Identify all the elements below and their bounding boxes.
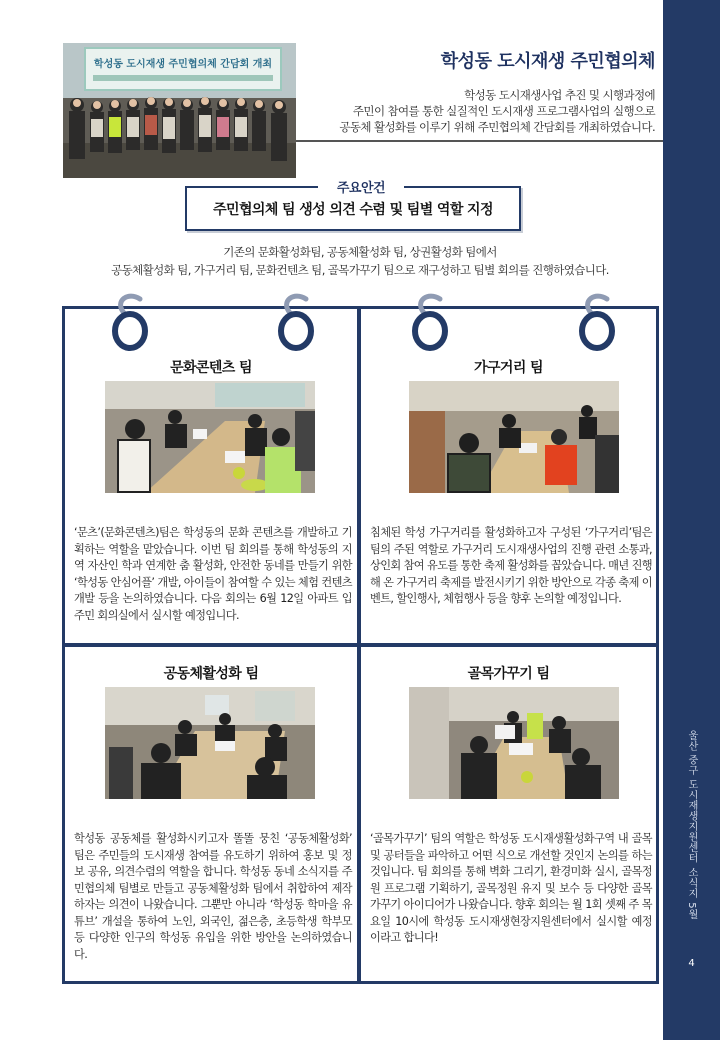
team-title: 가구거리 팀 [474, 360, 543, 376]
page-title: 학성동 도시재생 주민협의체 [440, 51, 655, 72]
binder-ring-icon [276, 293, 318, 353]
team-panel-alley [358, 644, 659, 984]
team-photo [105, 687, 315, 799]
page-number: 4 [688, 958, 695, 969]
team-description: 학성동 공동체를 활성화시키고자 똘똘 뭉친 ‘공동체활성화’ 팀은 주민들의 도시재생 참여를 유도하기 위하여 홍보 및 정보 공유, 의견수렴의 역할을 합니다. 학성동 동네 소식지를 주민협의체 팀별로 만들고 공동체활성화 팀에서 취합하여 제작하자는 의견이 나왔습니다. 그뿐만 아니라 ‘학성동 학마을 유튜브’ 개설을 통하여 노인, 외국인, 젊은층, 초등학생 학부모 등 다양한 인구의 학성동 유입을 위한 방안을 논의하였습니다. [74, 832, 352, 961]
team-title: 문화콘텐츠 팀 [170, 360, 252, 376]
meeting-photo-illustration [105, 381, 315, 493]
intro-paragraph: 학성동 도시재생사업 추진 및 시행과정에 주민이 참여를 통한 실질적인 도시재생 프로그램사업의 실행으로 공동체 활성화를 이루기 위해 주민협의체 간담회를 개최하였습니다. [339, 88, 655, 134]
agenda-title: 주민협의체 팀 생성 의견 수렴 및 팀별 역할 지정 [213, 201, 493, 218]
meeting-photo-illustration [105, 687, 315, 799]
team-title: 골목가꾸기 팀 [467, 666, 550, 682]
team-panel-furniture-street [358, 306, 659, 646]
group-photo-illustration [63, 43, 296, 178]
banner-text: 학성동 도시재생 주민협의체 간담회 개최 [93, 59, 273, 70]
team-description: 침체된 학성 가구거리를 활성화하고자 구성된 ‘가구거리’팀은 팀의 주된 역할로 가구거리 도시재생사업의 진행 관련 소통과, 상인회 참여 유도를 통한 축제 활성화를 꼽았습니다. 매년 진행해 온 가구거리 축제를 발전시키기 위한 방안으로 각종 축제 이벤트, 할인행사, 체험행사 등을 향후 논의할 예정입니다. [370, 526, 652, 605]
team-title: 공동체활성화 팀 [163, 666, 259, 682]
team-description: ‘골목가꾸기’ 팀의 역할은 학성동 도시재생활성화구역 내 골목 및 공터들을 파악하고 어떤 식으로 개선할 것인지 논의를 하는 것입니다. 팀 회의를 통해 벽화 그리기, 환경미화 실시, 골목정원 프로그램 기획하기, 골목정원 유지 및 보수 등 다양한 골목 가꾸기 아이디어가 나왔습니다. 향후 회의는 월 1회 셋째 주 목요일 10시에 학성동 도시재생현장지원센터에서 실시할 예정이라고 합니다! [370, 832, 652, 944]
binder-ring-icon [577, 293, 619, 353]
binder-ring-icon [110, 293, 152, 353]
team-panel-community [62, 644, 360, 984]
team-photo [105, 381, 315, 493]
group-photo [63, 43, 296, 178]
header-divider [296, 140, 663, 142]
agenda-label: 주요안건 [318, 177, 404, 195]
meeting-photo-illustration [409, 381, 619, 493]
publication-label-wrap [663, 720, 720, 930]
team-photo [409, 687, 619, 799]
meeting-photo-illustration [409, 687, 619, 799]
publication-label: 울산 중구 도시재생지원센터 소식지 5월 [686, 730, 697, 920]
team-panel-culture [62, 306, 360, 646]
team-description: ‘문츠’(문화콘텐츠)팀은 학성동의 문화 콘텐츠를 개발하고 기획하는 역할을 맡았습니다. 이번 팀 회의를 통해 학성동의 지역 자산인 학과 연계한 춤 활성화, 안전한 동네를 만들기 위한 ‘학성동 안심어플’ 개발, 아이들이 참여할 수 있는 체험 컨텐츠 개발 등을 논의하였습니다. 다음 회의는 6월 12일 아파트 입주민 회의실에서 실시할 예정입니다. [74, 526, 352, 622]
agenda-description: 기존의 문화활성화팀, 공동체활성화 팀, 상권활성화 팀에서 공동체활성화 팀, 가구거리 팀, 문화컨텐츠 팀, 골목가꾸기 팀으로 재구성하고 팀별 회의를 진행하였습니다. [111, 245, 609, 277]
team-photo [409, 381, 619, 493]
binder-ring-icon [410, 293, 452, 353]
